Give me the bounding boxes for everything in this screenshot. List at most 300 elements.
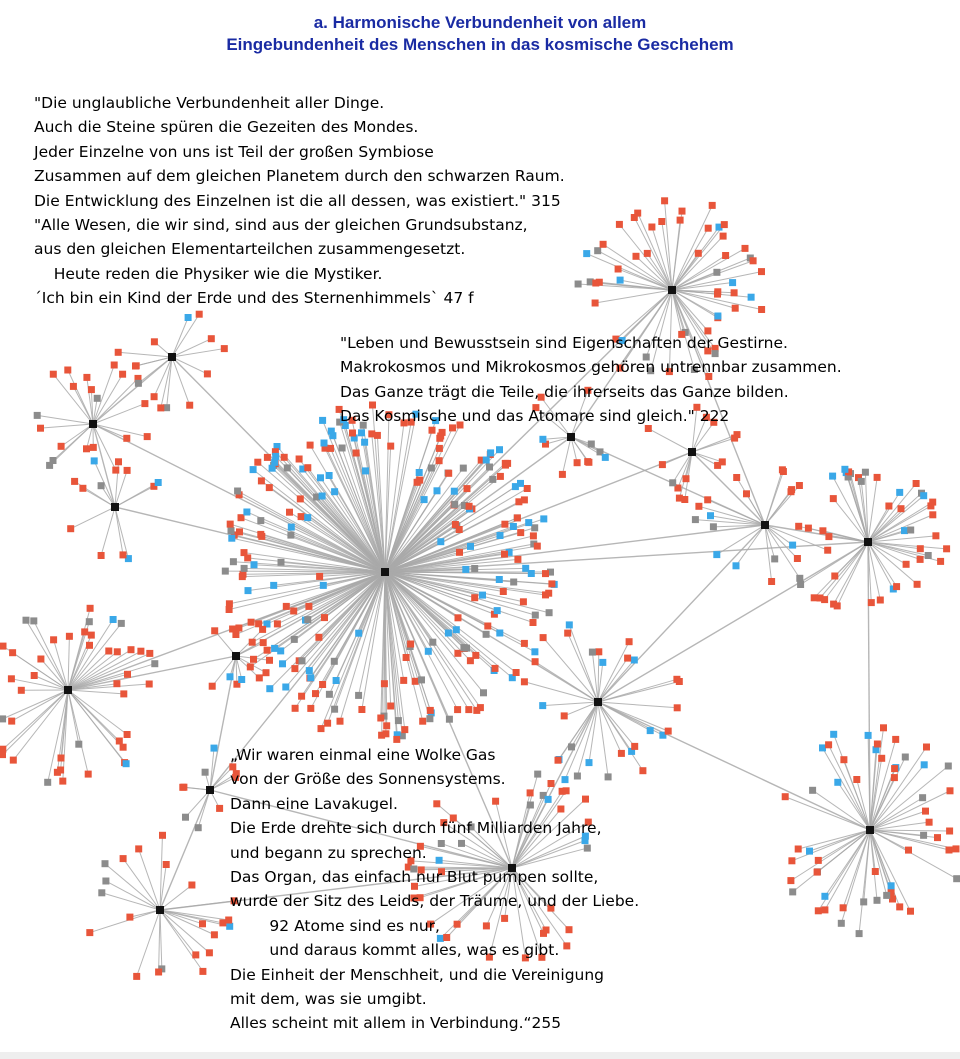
network-edge xyxy=(829,745,870,830)
network-node xyxy=(120,744,127,751)
network-edge xyxy=(71,507,115,529)
network-node xyxy=(234,488,241,495)
network-node xyxy=(355,692,362,699)
network-node xyxy=(681,496,688,503)
network-node xyxy=(353,450,360,457)
network-node xyxy=(880,724,887,731)
network-edge xyxy=(90,910,160,933)
network-node xyxy=(473,707,480,714)
quote-line: Makrokosmos und Mikrokosmos gehören untrennbar zusammen. xyxy=(340,358,842,377)
network-node xyxy=(287,532,294,539)
network-node xyxy=(412,678,419,685)
network-node xyxy=(421,496,428,503)
network-node xyxy=(510,579,517,586)
network-node xyxy=(907,908,914,915)
network-node xyxy=(665,728,672,735)
network-node xyxy=(8,675,15,682)
network-node xyxy=(733,562,740,569)
network-edge xyxy=(93,424,147,437)
network-edge xyxy=(167,357,172,408)
network-node xyxy=(742,245,749,252)
network-node xyxy=(692,516,699,523)
network-node xyxy=(337,718,344,725)
network-node xyxy=(631,214,638,221)
network-node xyxy=(155,969,162,976)
network-edge xyxy=(672,228,708,290)
network-node xyxy=(496,446,503,453)
network-node xyxy=(326,691,333,698)
network-node xyxy=(600,241,607,248)
network-node xyxy=(677,217,684,224)
network-edge xyxy=(68,636,69,690)
network-node xyxy=(436,457,443,464)
network-node xyxy=(825,741,832,748)
network-node xyxy=(454,706,461,713)
network-node xyxy=(456,526,463,533)
network-node xyxy=(290,608,297,615)
network-node xyxy=(245,587,252,594)
network-node xyxy=(105,648,112,655)
network-node xyxy=(291,665,298,672)
network-node xyxy=(419,718,426,725)
network-node xyxy=(241,565,248,572)
network-node xyxy=(733,474,740,481)
quote-line: Alles scheint mit allem in Verbindung.“255 xyxy=(230,1014,562,1033)
quote-line: von der Größe des Sonnensystems. xyxy=(230,770,506,789)
network-edge xyxy=(791,830,870,881)
network-node xyxy=(331,706,338,713)
network-node xyxy=(492,665,499,672)
network-node xyxy=(830,731,837,738)
network-node xyxy=(860,898,867,905)
network-node xyxy=(86,642,93,649)
network-node xyxy=(102,878,109,885)
network-node xyxy=(192,951,199,958)
network-edge xyxy=(868,496,924,542)
network-node xyxy=(204,370,211,377)
network-node xyxy=(318,725,325,732)
network-node xyxy=(320,582,327,589)
network-node xyxy=(83,374,90,381)
network-node xyxy=(307,442,314,449)
network-node xyxy=(683,475,690,482)
network-node xyxy=(705,225,712,232)
network-edge xyxy=(68,690,124,694)
network-node xyxy=(626,638,633,645)
network-edge xyxy=(93,404,145,424)
network-node xyxy=(883,892,890,899)
network-edge xyxy=(870,766,948,830)
network-node xyxy=(135,380,142,387)
network-node xyxy=(312,690,319,697)
network-node xyxy=(86,929,93,936)
network-edge xyxy=(37,415,93,424)
network-node xyxy=(713,551,720,558)
network-node xyxy=(0,643,7,650)
network-node xyxy=(648,224,655,231)
network-edge xyxy=(672,236,723,290)
network-node xyxy=(288,524,295,531)
network-node xyxy=(266,657,273,664)
quote-line: aus den gleichen Elementarteilchen zusammengesetzt. xyxy=(34,240,466,259)
network-node xyxy=(123,760,130,767)
network-node xyxy=(584,458,591,465)
network-edge xyxy=(598,525,765,702)
network-node xyxy=(559,471,566,478)
network-node xyxy=(137,648,144,655)
network-node xyxy=(460,465,467,472)
network-node xyxy=(81,628,88,635)
network-node xyxy=(502,462,509,469)
network-edge xyxy=(68,690,79,744)
quote-line: "Alle Wesen, die wir sind, sind aus der gleichen Grundsubstanz, xyxy=(34,216,528,235)
network-node xyxy=(331,488,338,495)
network-node xyxy=(403,654,410,661)
network-node xyxy=(445,470,452,477)
network-node xyxy=(893,583,900,590)
network-node xyxy=(229,626,236,633)
network-node xyxy=(71,478,78,485)
network-node xyxy=(891,774,898,781)
network-node xyxy=(418,676,425,683)
network-node xyxy=(532,658,539,665)
network-node xyxy=(64,367,71,374)
network-hub xyxy=(111,503,119,511)
network-node xyxy=(98,552,105,559)
network-node xyxy=(575,281,582,288)
network-node xyxy=(525,519,532,526)
network-node xyxy=(496,630,503,637)
network-node xyxy=(819,527,826,534)
network-node xyxy=(720,233,727,240)
network-node xyxy=(111,362,118,369)
network-node xyxy=(865,732,872,739)
network-node xyxy=(566,621,573,628)
network-node xyxy=(8,718,15,725)
network-node xyxy=(146,681,153,688)
network-node xyxy=(758,306,765,313)
network-node xyxy=(31,672,38,679)
network-node xyxy=(227,673,234,680)
network-node xyxy=(546,609,553,616)
network-node xyxy=(483,631,490,638)
network-node xyxy=(797,581,804,588)
network-node xyxy=(796,575,803,582)
network-node xyxy=(291,636,298,643)
network-node xyxy=(496,576,503,583)
network-node xyxy=(896,903,903,910)
network-node xyxy=(132,363,139,370)
network-node xyxy=(87,605,94,612)
network-edge xyxy=(535,662,598,702)
network-node xyxy=(79,485,86,492)
network-node xyxy=(901,527,908,534)
network-edge xyxy=(68,651,141,690)
network-node xyxy=(208,335,215,342)
network-node xyxy=(815,907,822,914)
network-node xyxy=(539,436,546,443)
network-node xyxy=(494,607,501,614)
network-node xyxy=(250,466,257,473)
network-node xyxy=(221,345,228,352)
network-node xyxy=(462,566,469,573)
quote-line: Auch die Steine spüren die Gezeiten des Mondes. xyxy=(34,118,419,137)
network-edge xyxy=(34,621,68,690)
network-node xyxy=(298,513,305,520)
network-node xyxy=(243,509,250,516)
network-edge xyxy=(692,438,735,452)
network-node xyxy=(226,606,233,613)
network-node xyxy=(891,765,898,772)
network-edge xyxy=(101,507,115,555)
network-node xyxy=(466,503,473,510)
network-node xyxy=(383,722,390,729)
network-node xyxy=(58,755,65,762)
network-node xyxy=(361,439,368,446)
network-node xyxy=(349,430,356,437)
network-node xyxy=(10,757,17,764)
network-node xyxy=(115,458,122,465)
network-node xyxy=(467,543,474,550)
network-node xyxy=(874,474,881,481)
diagram-title: a. Harmonische Verbundenheit von allem xyxy=(313,13,647,32)
network-node xyxy=(530,619,537,626)
network-node xyxy=(120,690,127,697)
network-hub xyxy=(64,686,72,694)
quote-line: Zusammen auf dem gleichen Planetem durch den schwarzen Raum. xyxy=(34,167,565,186)
network-edge xyxy=(154,357,172,397)
network-node xyxy=(251,561,258,568)
network-node xyxy=(102,860,109,867)
network-node xyxy=(436,445,443,452)
network-node xyxy=(247,663,254,670)
network-node xyxy=(472,652,479,659)
network-node xyxy=(196,311,203,318)
network-edge xyxy=(648,429,692,452)
network-node xyxy=(307,674,314,681)
network-node xyxy=(862,469,869,476)
network-node xyxy=(263,669,270,676)
network-node xyxy=(647,727,654,734)
network-node xyxy=(479,592,486,599)
network-edge xyxy=(598,679,677,702)
network-node xyxy=(414,479,421,486)
network-node xyxy=(94,395,101,402)
network-node xyxy=(920,492,927,499)
network-node xyxy=(795,523,802,530)
network-node xyxy=(241,549,248,556)
network-node xyxy=(583,250,590,257)
network-node xyxy=(264,647,271,654)
network-node xyxy=(283,603,290,610)
network-node xyxy=(451,501,458,508)
network-node xyxy=(324,720,331,727)
network-node xyxy=(825,533,832,540)
network-node xyxy=(446,716,453,723)
network-node xyxy=(704,496,711,503)
network-node xyxy=(898,505,905,512)
network-node xyxy=(296,456,303,463)
network-node xyxy=(631,657,638,664)
network-node xyxy=(182,814,189,821)
network-node xyxy=(534,543,541,550)
network-node xyxy=(439,429,446,436)
network-node xyxy=(514,556,521,563)
network-node xyxy=(37,656,44,663)
network-node xyxy=(819,744,826,751)
network-node xyxy=(227,521,234,528)
network-node xyxy=(748,294,755,301)
network-node xyxy=(387,443,394,450)
network-node xyxy=(427,707,434,714)
network-node xyxy=(796,482,803,489)
network-node xyxy=(695,250,702,257)
network-node xyxy=(829,473,836,480)
network-edge xyxy=(765,470,782,525)
network-edge xyxy=(785,797,870,830)
network-node xyxy=(595,648,602,655)
network-node xyxy=(596,279,603,286)
network-node xyxy=(333,677,340,684)
network-node xyxy=(633,253,640,260)
network-edge xyxy=(137,910,160,976)
network-node xyxy=(307,705,314,712)
network-edge xyxy=(186,790,210,817)
network-node xyxy=(821,893,828,900)
network-hub xyxy=(89,420,97,428)
network-hub xyxy=(866,826,874,834)
network-node xyxy=(465,706,472,713)
network-node xyxy=(532,612,539,619)
network-node xyxy=(304,616,311,623)
network-node xyxy=(151,338,158,345)
network-node xyxy=(782,793,789,800)
network-node xyxy=(124,671,131,678)
network-node xyxy=(437,538,444,545)
network-node xyxy=(729,279,736,286)
network-node xyxy=(789,542,796,549)
network-edge xyxy=(571,702,598,747)
network-node xyxy=(743,490,750,497)
network-node xyxy=(445,630,452,637)
network-node xyxy=(731,435,738,442)
network-node xyxy=(710,523,717,530)
network-edge xyxy=(34,675,68,690)
network-edge xyxy=(736,525,765,566)
network-node xyxy=(66,633,73,640)
network-node xyxy=(9,649,16,656)
network-node xyxy=(902,754,909,761)
network-node xyxy=(486,464,493,471)
network-node xyxy=(795,846,802,853)
network-node xyxy=(120,551,127,558)
network-edge xyxy=(160,901,234,910)
network-node xyxy=(659,461,666,468)
network-node xyxy=(91,457,98,464)
network-node xyxy=(202,769,209,776)
network-node xyxy=(814,869,821,876)
network-node xyxy=(67,525,74,532)
network-node xyxy=(141,400,148,407)
network-node xyxy=(926,819,933,826)
network-node xyxy=(947,787,954,794)
network-node xyxy=(815,857,822,864)
network-node xyxy=(378,732,385,739)
network-node xyxy=(624,655,631,662)
network-node xyxy=(821,906,828,913)
network-node xyxy=(428,465,435,472)
network-node xyxy=(59,778,66,785)
network-node xyxy=(116,738,123,745)
network-node xyxy=(787,877,794,884)
network-node xyxy=(239,573,246,580)
network-node xyxy=(50,371,57,378)
quote-line: Die Einheit der Menschheit, und die Vereinigung xyxy=(230,965,605,984)
network-node xyxy=(919,794,926,801)
network-node xyxy=(501,521,508,528)
network-node xyxy=(400,677,407,684)
network-node xyxy=(513,669,520,676)
network-node xyxy=(464,485,471,492)
network-node xyxy=(714,291,721,298)
network-node xyxy=(929,499,936,506)
network-node xyxy=(238,676,245,683)
network-node xyxy=(211,627,218,634)
quote-line: „Wir waren einmal eine Wolke Gas xyxy=(230,746,496,764)
network-node xyxy=(531,648,538,655)
network-node xyxy=(180,784,187,791)
network-node xyxy=(387,703,394,710)
quote-line: wurde der Sitz des Leids, der Träume, und der Liebe. xyxy=(230,892,640,911)
network-node xyxy=(679,208,686,215)
network-edge xyxy=(40,424,93,428)
network-node xyxy=(86,618,93,625)
quote-line: Heute reden die Physiker wie die Mystiker. xyxy=(34,264,383,283)
network-node xyxy=(118,620,125,627)
quote-line: Die Entwicklung des Einzelnen ist die all dessen, was existiert." 315 xyxy=(34,191,561,210)
network-node xyxy=(483,457,490,464)
network-edge xyxy=(115,507,128,559)
network-hub xyxy=(232,652,240,660)
network-node xyxy=(896,489,903,496)
network-edge xyxy=(115,507,123,555)
network-edge xyxy=(160,910,223,923)
network-node xyxy=(163,861,170,868)
network-node xyxy=(824,547,831,554)
network-hub xyxy=(761,521,769,529)
network-node xyxy=(151,393,158,400)
network-node xyxy=(321,440,328,447)
network-node xyxy=(329,432,336,439)
network-node xyxy=(248,619,255,626)
network-node xyxy=(211,745,218,752)
network-node xyxy=(517,480,524,487)
network-node xyxy=(151,660,158,667)
network-node xyxy=(788,488,795,495)
network-node xyxy=(297,495,304,502)
network-node xyxy=(254,459,261,466)
network-node xyxy=(615,266,622,273)
network-node xyxy=(709,202,716,209)
network-edge xyxy=(524,682,598,702)
network-node xyxy=(937,558,944,565)
network-node xyxy=(695,503,702,510)
network-node xyxy=(416,469,423,476)
network-node xyxy=(561,712,568,719)
network-node xyxy=(88,632,95,639)
network-node xyxy=(905,847,912,854)
network-node xyxy=(853,776,860,783)
